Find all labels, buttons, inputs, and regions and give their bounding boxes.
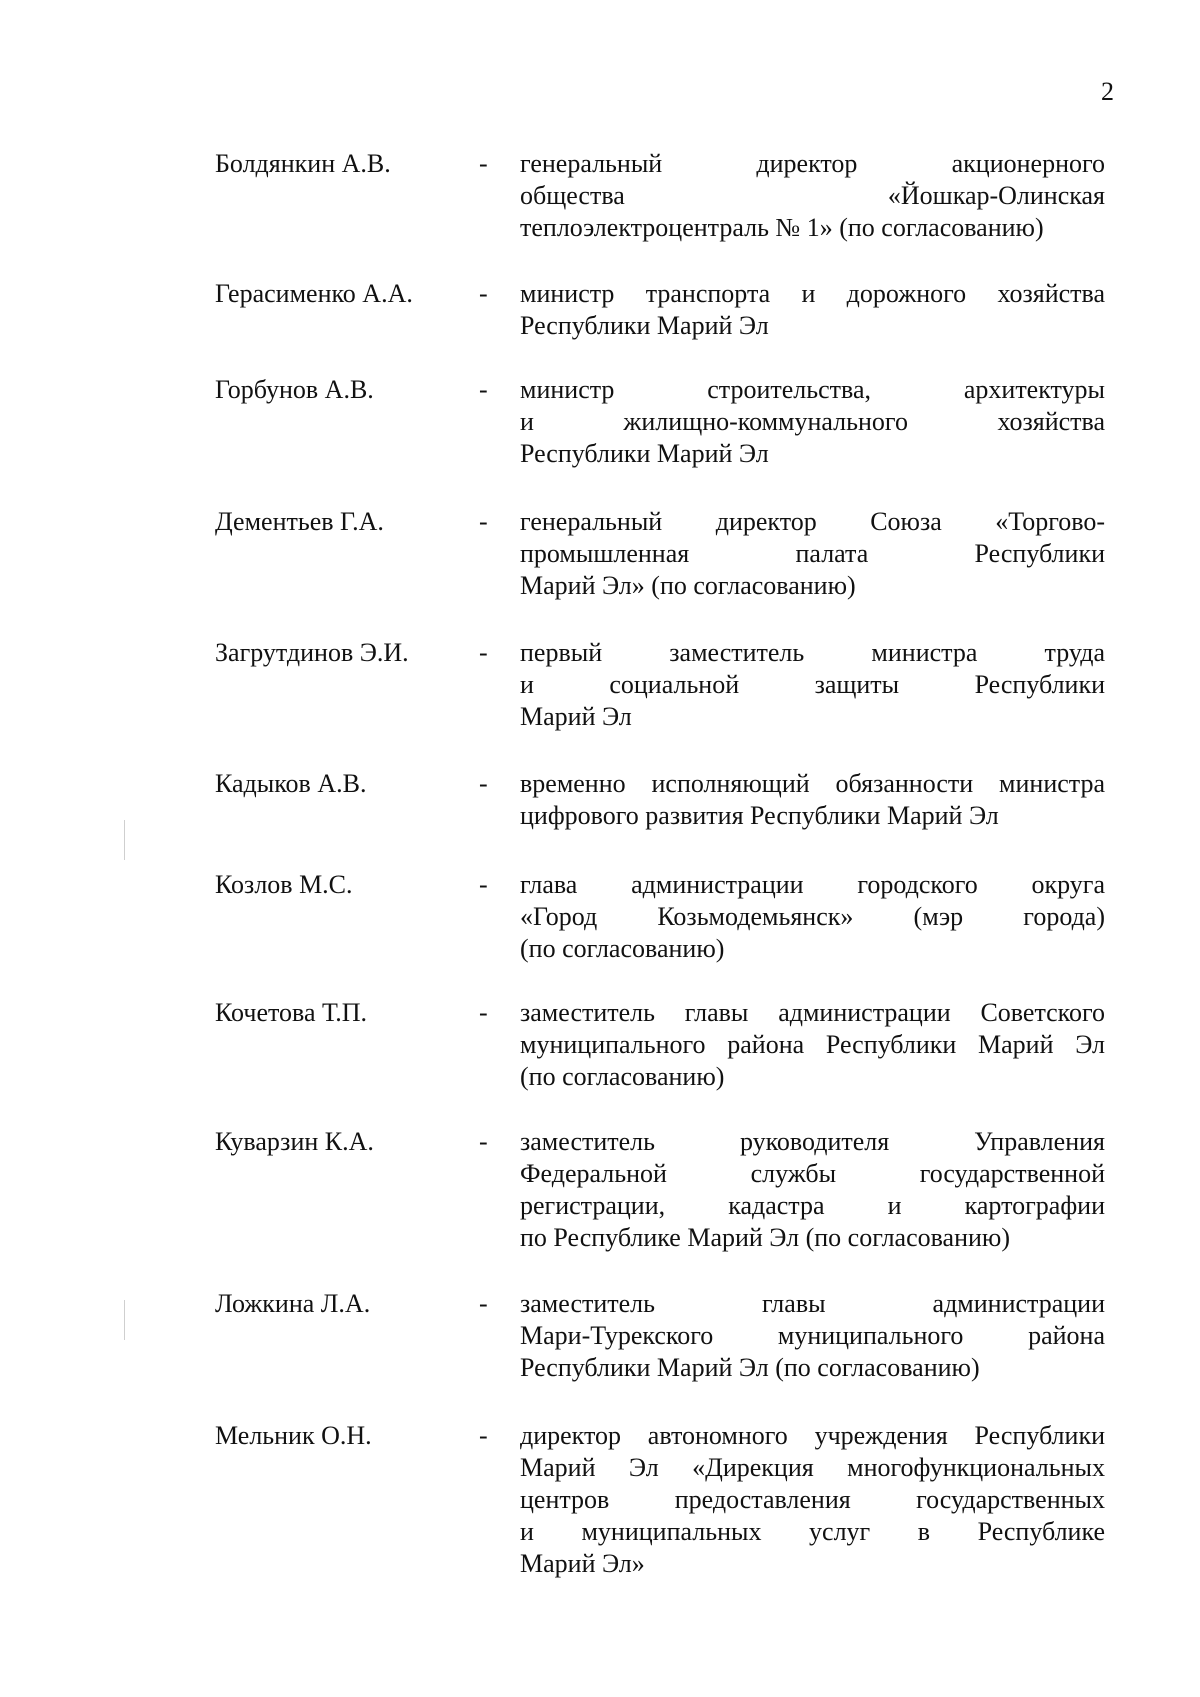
separator-dash: - [479, 507, 488, 536]
position-line: заместитель главы администрации Советского [520, 998, 1105, 1027]
list-item [0, 506, 1200, 602]
list-item [0, 997, 1200, 1093]
member-position [520, 768, 1105, 832]
separator-dash: - [479, 998, 488, 1027]
position-line: (по согласованию) [520, 934, 725, 963]
separator-dash: - [479, 1289, 488, 1318]
position-line: генеральный директор Союза «Торгово- [520, 507, 1105, 536]
position-line: заместитель руководителя Управления [520, 1127, 1105, 1156]
member-position [520, 374, 1105, 470]
position-line: Марий Эл» (по согласованию) [520, 571, 856, 600]
member-position [520, 1288, 1105, 1384]
position-line: Республики Марий Эл [520, 439, 769, 468]
list-item [0, 278, 1200, 342]
member-name: Дементьев Г.А. [215, 507, 384, 536]
member-name: Кочетова Т.П. [215, 998, 368, 1027]
member-name: Герасименко А.А. [215, 279, 413, 308]
member-position [520, 1420, 1105, 1580]
position-line: Республики Марий Эл [520, 311, 769, 340]
separator-dash: - [479, 1421, 488, 1450]
member-name: Болдянкин А.В. [215, 149, 391, 178]
position-line: Марий Эл» [520, 1549, 645, 1578]
list-item [0, 1420, 1200, 1580]
member-name: Горбунов А.В. [215, 375, 374, 404]
position-line: и муниципальных услуг в Республике [520, 1517, 1105, 1546]
position-line: теплоэлектроцентраль № 1» (по согласованию) [520, 213, 1044, 242]
position-line: первый заместитель министра труда [520, 638, 1105, 667]
position-line: центров предоставления государственных [520, 1485, 1105, 1514]
list-item [0, 637, 1200, 733]
separator-dash: - [479, 375, 488, 404]
member-name: Мельник О.Н. [215, 1421, 372, 1450]
list-item [0, 148, 1200, 244]
separator-dash: - [479, 1127, 488, 1156]
position-line: муниципального района Республики Марий Эл [520, 1030, 1105, 1059]
position-line: Республики Марий Эл (по согласованию) [520, 1353, 980, 1382]
page-number: 2 [1101, 77, 1114, 106]
position-line: глава администрации городского округа [520, 870, 1105, 899]
list-item [0, 1288, 1200, 1384]
list-item [0, 1126, 1200, 1254]
member-position [520, 506, 1105, 602]
position-line: генеральный директор акционерного [520, 149, 1105, 178]
position-line: временно исполняющий обязанности министра [520, 769, 1105, 798]
position-line: Мари-Турекского муниципального района [520, 1321, 1105, 1350]
member-name: Загрутдинов Э.И. [215, 638, 409, 667]
member-name: Кадыков А.В. [215, 769, 367, 798]
member-position [520, 869, 1105, 965]
position-line: цифрового развития Республики Марий Эл [520, 801, 999, 830]
member-position [520, 1126, 1105, 1254]
separator-dash: - [479, 638, 488, 667]
position-line: Марий Эл [520, 702, 632, 731]
position-line: регистрации, кадастра и картографии [520, 1191, 1105, 1220]
separator-dash: - [479, 149, 488, 178]
position-line: Федеральной службы государственной [520, 1159, 1105, 1188]
position-line: Марий Эл «Дирекция многофункциональных [520, 1453, 1105, 1482]
list-item [0, 869, 1200, 965]
position-line: министр транспорта и дорожного хозяйства [520, 279, 1105, 308]
member-name: Козлов М.С. [215, 870, 353, 899]
separator-dash: - [479, 769, 488, 798]
position-line: директор автономного учреждения Республики [520, 1421, 1105, 1450]
position-line: общества «Йошкар-Олинская [520, 181, 1105, 210]
separator-dash: - [479, 279, 488, 308]
list-item [0, 374, 1200, 470]
member-position [520, 637, 1105, 733]
member-position [520, 148, 1105, 244]
member-position [520, 278, 1105, 342]
position-line: и жилищно-коммунального хозяйства [520, 407, 1105, 436]
list-item [0, 768, 1200, 832]
position-line: «Город Козьмодемьянск» (мэр города) [520, 902, 1105, 931]
member-position [520, 997, 1105, 1093]
position-line: заместитель главы администрации [520, 1289, 1105, 1318]
member-name: Куварзин К.А. [215, 1127, 374, 1156]
separator-dash: - [479, 870, 488, 899]
position-line: промышленная палата Республики [520, 539, 1105, 568]
position-line: по Республике Марий Эл (по согласованию) [520, 1223, 1011, 1252]
position-line: министр строительства, архитектуры [520, 375, 1105, 404]
position-line: и социальной защиты Республики [520, 670, 1105, 699]
member-name: Ложкина Л.А. [215, 1289, 371, 1318]
position-line: (по согласованию) [520, 1062, 725, 1091]
